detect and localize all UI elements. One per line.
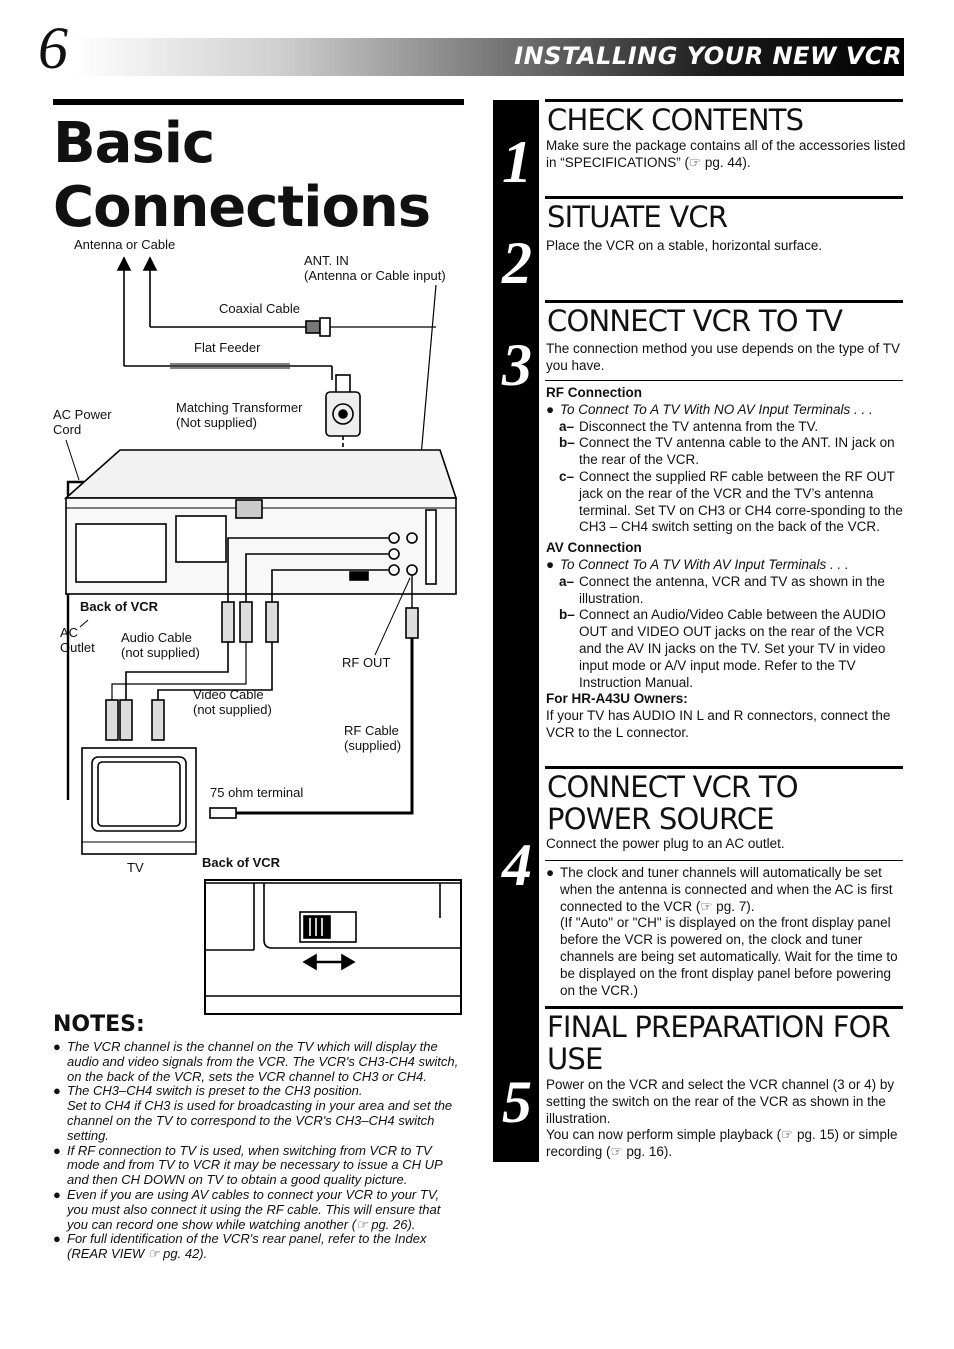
label-video-cable: Video Cable (not supplied): [193, 687, 272, 717]
label-back-of-vcr: Back of VCR: [80, 599, 159, 614]
label-back-of-vcr-closeup: Back of VCR: [202, 855, 281, 870]
step-rule: [545, 196, 903, 199]
label-tv: TV: [127, 860, 144, 875]
label-ac-outlet: AC Outlet: [60, 625, 95, 655]
note-item: ● Even if you are using AV cables to connect your VCR to your TV, you must also connect it using the RF cable. This will ensure that you can record one show while watching another (☞ pg. 26).: [53, 1186, 441, 1232]
av-step-b: b– Connect an Audio/Video Cable between the AUDIO OUT and VIDEO OUT jacks on the rear of the VCR and the AV IN jacks on the TV. Set your TV in video input mode or A/V input mode. Refer to the TV Instruction Manual.: [559, 607, 886, 690]
rf-step-b: b– Connect the TV antenna cable to the ANT. IN jack on the rear of the VCR.: [559, 435, 895, 468]
step-text: The connection method you use depends on the type of TV you have.: [546, 341, 900, 373]
av-connection-title: AV Connection: [546, 540, 642, 556]
label-rf-out: RF OUT: [342, 655, 391, 670]
title-line-1: Basic: [53, 111, 215, 176]
page-number: 6: [38, 15, 68, 81]
av-bullet: ● To Connect To A TV With AV Input Terminals . . .: [546, 556, 849, 572]
label-75-ohm-terminal: 75 ohm terminal: [210, 785, 304, 800]
step-text: Place the VCR on a stable, horizontal surface.: [546, 238, 823, 253]
notes-heading: NOTES:: [53, 1012, 145, 1037]
owners-text: If your TV has AUDIO IN L and R connectors, connect the VCR to the L connector.: [546, 708, 891, 740]
step-number-4: 4: [502, 832, 532, 898]
step-number-3: 3: [502, 332, 532, 398]
label-antenna-or-cable: Antenna or Cable: [74, 237, 176, 252]
rf-connection-block: [546, 385, 906, 742]
step-text: Power on the VCR and select the VCR channel (3 or 4) by setting the switch on the rear of the VCR as shown in the illustration. You can now perform simple playback (☞ pg. 15) or simple recording (☞ pg. 16).: [546, 1077, 898, 1160]
rf-step-c: c– Connect the supplied RF cable between the RF OUT jack on the rear of the VCR and the TV’s antenna terminal. Set TV on CH3 or CH4 corre-sponding to the CH3 – CH4 switch setting on the back of the VCR.: [559, 468, 903, 535]
divider: [545, 860, 903, 861]
rf-bullet: ● To Connect To A TV With NO AV Input Terminals . . .: [546, 401, 873, 417]
title-line-2: Connections: [53, 175, 431, 240]
step-number-5: 5: [502, 1069, 532, 1135]
label-flat-feeder: Flat Feeder: [194, 340, 261, 355]
owners-title: For HR-A43U Owners:: [546, 691, 688, 707]
step-heading: CHECK CONTENTS: [547, 103, 804, 137]
note-item: ● The VCR channel is the channel on the TV which will display the audio and video signals from the VCR. The VCR's CH3-CH4 switch, on the back of the VCR, sets the VCR channel to CH3 or CH4.: [53, 1039, 459, 1084]
note-item: ● The CH3–CH4 switch is preset to the CH3 position. Set to CH4 if CH3 is used for broadcasting in your area and set the channel on the TV to correspond to the VCR's CH3–CH4 switch setting.: [53, 1083, 453, 1143]
section-title: INSTALLING YOUR NEW VCR: [514, 42, 902, 70]
step-heading: CONNECT VCR TO TV: [547, 304, 843, 338]
notes-list: [53, 1040, 463, 1262]
step-bullet: ● The clock and tuner channels will automatically be set when the antenna is connected and when the AC is first connected to the VCR (☞ pg. 7). (If "Auto" or "CH" is displayed on the front display panel before the VCR is powered on, the clock and tuner channels are being set automatically. Wait for the time to be displayed on the front display panel before powering on the VCR.): [546, 865, 898, 998]
step-rule: [545, 300, 903, 303]
step-text: Connect the power plug to an AC outlet.: [546, 836, 785, 851]
step-number-1: 1: [502, 129, 532, 195]
label-rf-cable: RF Cable (supplied): [344, 723, 402, 753]
step-heading: FINAL PREPARATION FOR USE: [547, 1010, 890, 1076]
note-item: ● If RF connection to TV is used, when switching from VCR to TV mode and from TV to VCR it may be necessary to issue a CH UP and then CH DOWN on TV to obtain a good quality picture.: [53, 1142, 443, 1188]
step-rule: [545, 99, 903, 102]
step-heading: SITUATE VCR: [547, 200, 728, 234]
divider: [545, 380, 903, 381]
av-step-a: a– Connect the antenna, VCR and TV as shown in the illustration.: [559, 573, 885, 606]
step-number-2: 2: [502, 230, 532, 296]
step-heading: CONNECT VCR TO POWER SOURCE: [547, 770, 798, 836]
label-audio-cable: Audio Cable (not supplied): [121, 630, 200, 660]
label-coaxial-cable: Coaxial Cable: [219, 301, 300, 316]
rf-step-a: a– Disconnect the TV antenna from the TV.: [559, 418, 819, 434]
label-ant-in: ANT. IN (Antenna or Cable input): [304, 253, 446, 283]
step-rule: [545, 766, 903, 769]
label-ac-power-cord: AC Power Cord: [53, 407, 112, 437]
label-matching-transformer: Matching Transformer (Not supplied): [176, 400, 303, 430]
step-rule: [545, 1006, 903, 1009]
note-item: ● For full identification of the VCR's rear panel, refer to the Index (REAR VIEW ☞ pg. 42).: [53, 1231, 427, 1262]
rf-connection-title: RF Connection: [546, 385, 642, 400]
step-text: Make sure the package contains all of the accessories listed in “SPECIFICATIONS” (☞ pg. 44).: [546, 138, 906, 170]
